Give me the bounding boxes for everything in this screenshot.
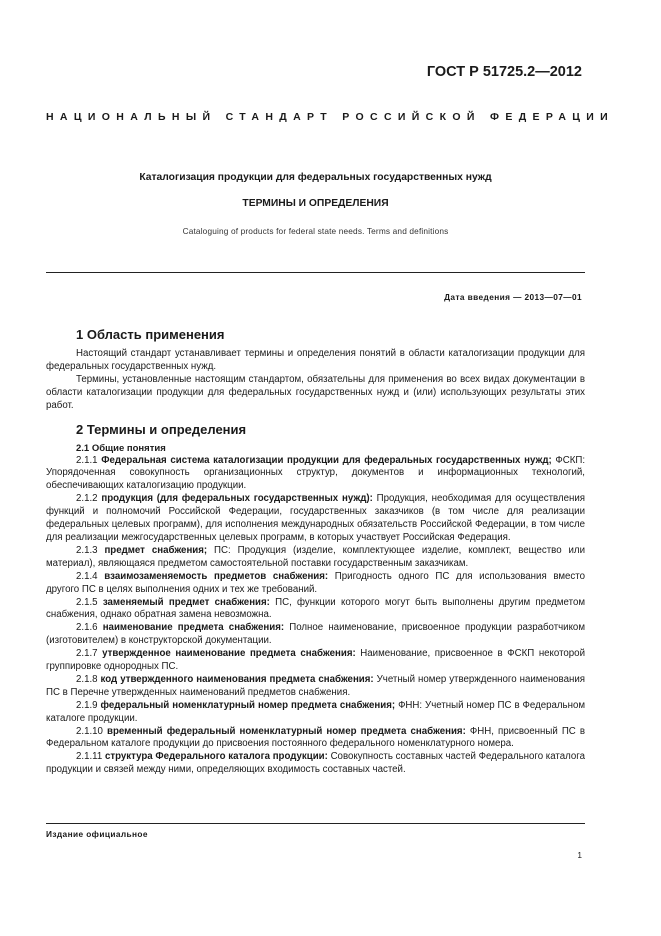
term-paragraph — [46, 751, 585, 777]
document-title: Каталогизация продукции для федеральных государственных нужд — [139, 172, 492, 183]
section-1-paragraph-2: Термины, установленные настоящим стандартом, обязательны для применения во всех видах документации в области каталогизации продукции для федеральных государственных нужд и (или) использующих результаты этих работ. — [46, 373, 585, 411]
term-number: 2.1.9 — [76, 699, 98, 711]
term-paragraph — [46, 545, 585, 571]
term-name: заменяемый предмет снабжения: — [102, 596, 270, 608]
national-standard-banner: НАЦИОНАЛЬНЫЙ СТАНДАРТ РОССИЙСКОЙ ФЕДЕРАЦИИ — [46, 111, 615, 123]
term-paragraph — [46, 648, 585, 674]
document-code: ГОСТ Р 51725.2—2012 — [426, 64, 582, 80]
term-definition: Учетный номер утвержденного наименования ПС в Перечне утвержденных наименований предметов снабжения. — [46, 673, 585, 698]
effective-date: Дата введения — 2013—07—01 — [444, 292, 582, 302]
term-name: код утвержденного наименования предмета снабжения: — [100, 673, 374, 685]
subsection-2-1-heading: 2.1 Общие понятия — [76, 442, 166, 454]
term-paragraph — [46, 571, 585, 597]
term-definition: ФНН: Учетный номер ПС в Федеральном каталоге продукции. — [46, 699, 585, 724]
term-definition: ФНН, присвоенный ПС в Федеральном каталоге продукции до присвоения постоянного федерального номенклатурного номера. — [46, 725, 585, 750]
term-definition: Наименование, присвоенное в ФСКП некоторой группировке однородных ПС. — [46, 648, 585, 673]
term-paragraph — [46, 674, 585, 700]
term-definition: Продукция, необходимая для осуществления функций и полномочий Российской Федерации, государственных заказчиков (в том числе для реализации федеральных целевых программ), для исполнения международных обязательств Российской Федерации, в том числе для реализации межгосударственных целевых программ, в которых участвует Российская Федерация. — [46, 493, 585, 543]
section-1-paragraph-1: Настоящий стандарт устанавливает термины и определения понятий в области каталогизации продукции для федеральных государственных нужд. — [46, 348, 585, 372]
document-body — [46, 325, 585, 777]
term-paragraph — [46, 597, 585, 623]
term-name: Федеральная система каталогизации продукции для федеральных государственных нужд; — [101, 454, 552, 466]
term-number: 2.1.7 — [76, 648, 98, 660]
term-paragraph — [46, 726, 585, 752]
section-1-heading: 1 Область применения — [76, 327, 225, 342]
bottom-divider — [46, 823, 585, 824]
term-number: 2.1.2 — [76, 493, 98, 505]
term-paragraph — [46, 700, 585, 726]
term-paragraph — [46, 455, 585, 494]
document-title-english: Cataloguing of products for federal state needs. Terms and definitions — [182, 226, 449, 236]
term-number: 2.1.3 — [76, 544, 98, 556]
term-definition: ПС, функции которого могут быть выполнены другим предметом снабжения, однако обратная замена невозможна. — [46, 596, 585, 621]
term-number: 2.1.10 — [76, 725, 103, 737]
term-number: 2.1.5 — [76, 596, 98, 608]
term-paragraph — [46, 493, 585, 545]
term-name: предмет снабжения; — [104, 544, 208, 556]
term-definition: Совокупность составных частей Федерального каталога продукции и связей между ними, определяющих входимость составных частей. — [46, 751, 586, 776]
term-name: продукция (для федеральных государственных нужд): — [101, 493, 373, 505]
term-definition: ПС: Продукция (изделие, комплектующее изделие, комплект, вещество или материал), являющаяся предметом самостоятельной поставки государственным заказчикам. — [46, 544, 585, 569]
term-name: наименование предмета снабжения: — [102, 622, 285, 634]
term-number: 2.1.6 — [76, 622, 98, 634]
term-definition: Полное наименование, присвоенное продукции разработчиком (изготовителем) в конструкторской документации. — [46, 622, 585, 647]
term-name: временный федеральный номенклатурный номер предмета снабжения: — [107, 725, 466, 737]
term-name: взаимозаменяемость предметов снабжения: — [104, 570, 329, 582]
term-number: 2.1.8 — [76, 673, 98, 685]
edition-note: Издание официальное — [46, 829, 148, 839]
top-divider — [46, 272, 585, 273]
term-number: 2.1.4 — [76, 570, 98, 582]
term-paragraph — [46, 622, 585, 648]
term-name: структура Федерального каталога продукции: — [104, 751, 328, 763]
section-2-heading: 2 Термины и определения — [76, 421, 247, 437]
term-number: 2.1.11 — [76, 751, 103, 763]
term-number: 2.1.1 — [76, 454, 98, 466]
document-subtitle: ТЕРМИНЫ И ОПРЕДЕЛЕНИЯ — [242, 198, 389, 209]
term-definition: Пригодность одного ПС для использования вместо другого ПС в целях выполнения одних и тех же требований. — [46, 570, 585, 595]
term-name: утвержденное наименование предмета снабжения: — [102, 648, 356, 660]
page-number: 1 — [577, 850, 582, 860]
term-definition: ФСКП: Упорядоченная совокупность организационных структур, документов и информационных технологий, обеспечивающих каталогизацию продукции. — [46, 454, 586, 492]
term-name: федеральный номенклатурный номер предмета снабжения; — [100, 699, 396, 711]
